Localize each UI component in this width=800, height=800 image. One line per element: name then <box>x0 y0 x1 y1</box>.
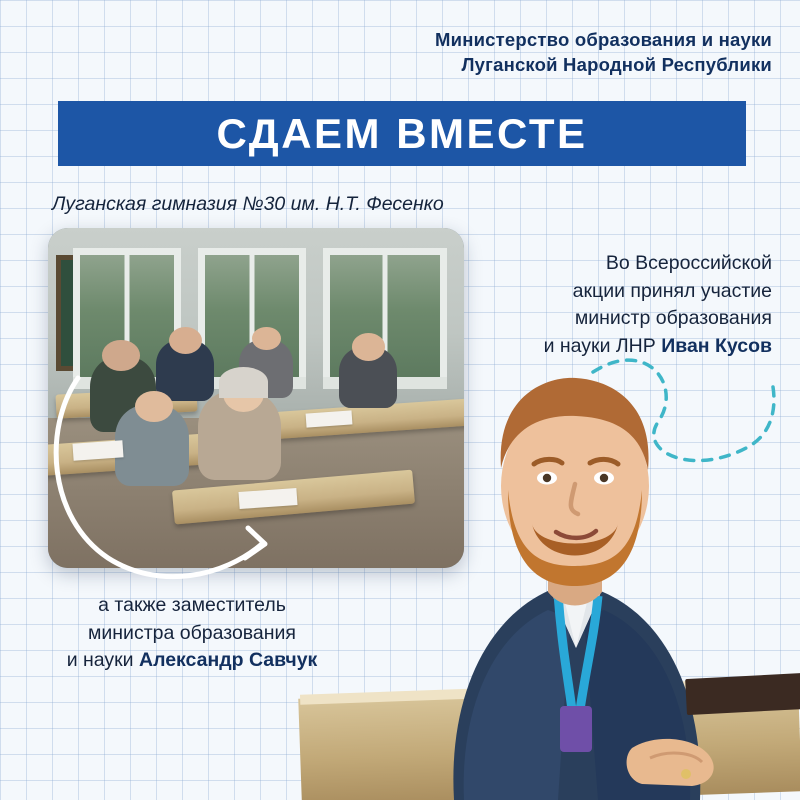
minister-portrait <box>336 318 800 800</box>
participant-1-head <box>102 340 139 371</box>
bottom-line-3 <box>52 647 332 675</box>
participant-2-head <box>169 327 202 354</box>
main-banner <box>58 101 746 166</box>
school-caption: Луганская гимназия №30 им. Н.Т. Фесенко <box>52 193 444 215</box>
desk-book <box>685 673 800 715</box>
participant-3-head <box>252 327 281 351</box>
bottom-text-block <box>52 592 332 675</box>
bottom-line-3-prefix: и науки <box>66 649 139 672</box>
bottom-line-1: а также заместитель <box>98 594 286 616</box>
banner-title: СДАЕМ ВМЕСТЕ <box>216 109 588 157</box>
participant-5-head <box>135 391 172 422</box>
deputy-minister-name: Александр Савчук <box>138 649 318 672</box>
ministry-header <box>435 28 772 78</box>
participant-foreground-hair <box>219 367 269 398</box>
minister-name: Иван Кусов <box>661 335 772 358</box>
right-line-2: акции принял участие <box>572 279 772 302</box>
right-line-4-prefix: и науки ЛНР <box>543 335 662 358</box>
bottom-line-2: министра образования <box>87 621 296 644</box>
ministry-line-1: Министерство образования и науки <box>435 29 772 50</box>
right-line-1: Во Всероссийской <box>605 252 772 274</box>
ministry-line-2: Луганской Народной Республики <box>461 53 772 75</box>
right-line-3: министр образования <box>574 307 772 330</box>
